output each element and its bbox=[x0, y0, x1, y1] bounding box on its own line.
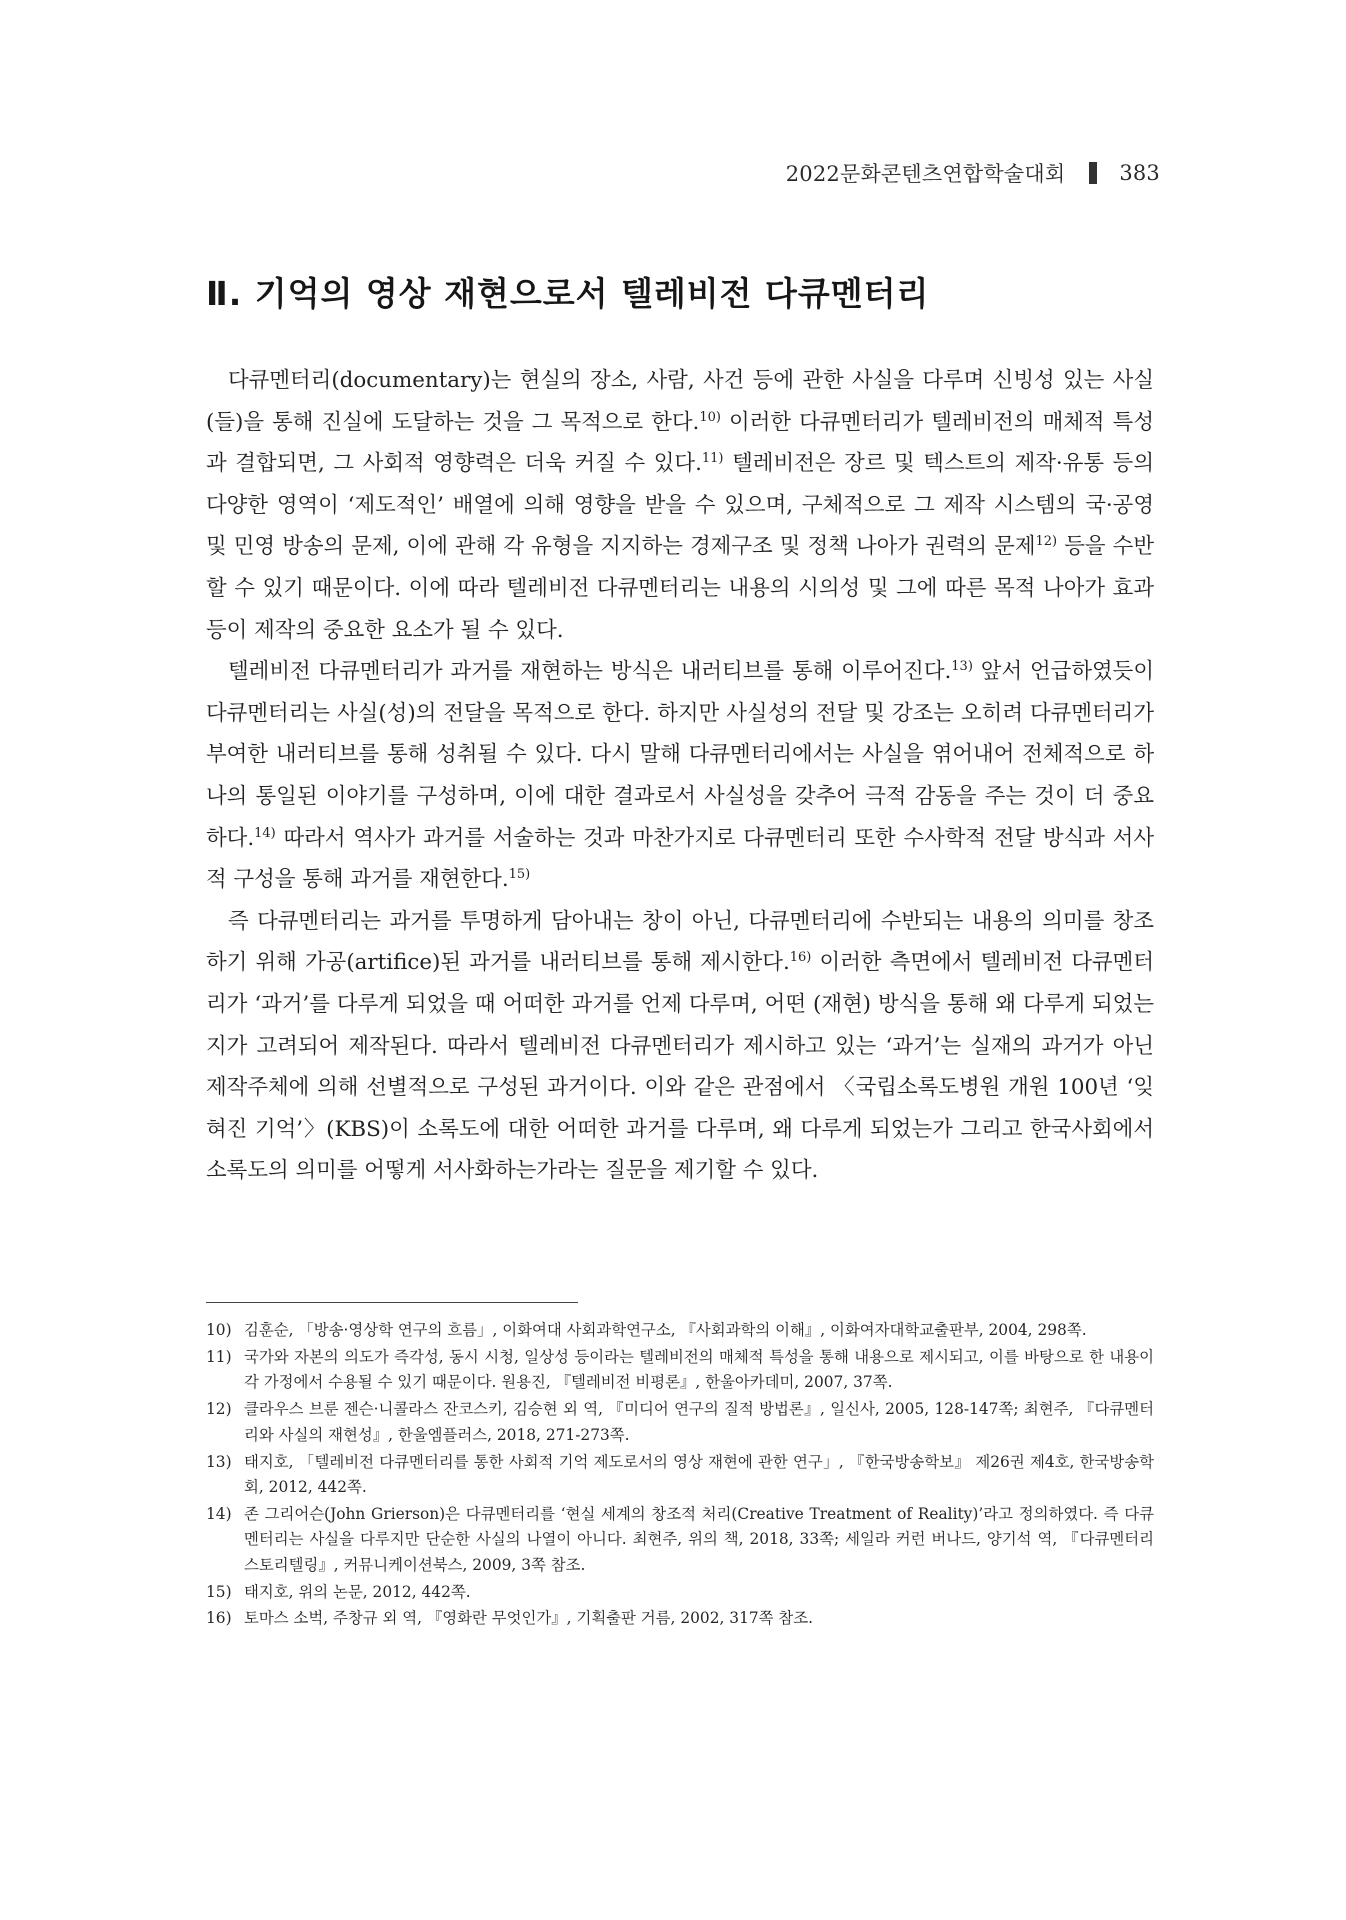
footnote-marker: 10) bbox=[699, 409, 721, 425]
body-text bbox=[206, 360, 1154, 1192]
paragraph-text: 따라서 역사가 과거를 서술하는 것과 마찬가지로 다큐멘터리 또한 수사학적 전달 방식과 서사적 구성을 통해 과거를 재현한다. bbox=[206, 825, 1154, 893]
paragraph-text: 텔레비전 다큐멘터리가 과거를 재현하는 방식은 내러티브를 통해 이루어진다. bbox=[228, 659, 952, 685]
footnote bbox=[206, 1580, 1154, 1605]
paragraph bbox=[206, 651, 1154, 901]
footnote-marker: 13) bbox=[951, 659, 973, 675]
paragraph-text: 이러한 다큐멘터리가 텔레비전의 매체적 특성과 결합되면, 그 사회적 영향력은 더욱 커질 수 있다. bbox=[206, 409, 1154, 477]
footnote-text: 토마스 소벅, 주창규 외 역, 『영화란 무엇인가』, 기획출판 거름, 2002, 317쪽 참조. bbox=[244, 1609, 814, 1628]
footnote-marker: 14) bbox=[254, 825, 276, 841]
footnote-number: 15) bbox=[206, 1582, 232, 1601]
page-number: 383 bbox=[1119, 161, 1160, 185]
footnote bbox=[206, 1318, 1154, 1343]
footnote-marker: 15) bbox=[508, 867, 531, 883]
paragraph-text: 텔레비전은 장르 및 텍스트의 제작·유통 등의 다양한 영역이 ‘제도적인’ 배열에 의해 영향을 받을 수 있으며, 구체적으로 그 제작 시스템의 국·공영 및 민영 방송의 문제, 이에 관해 각 유형을 지지하는 경제구조 및 정책 나아가 권력의 문제 bbox=[206, 451, 1154, 560]
paragraph bbox=[206, 901, 1154, 1192]
footnote-number: 10) bbox=[206, 1321, 232, 1339]
header-separator bbox=[1089, 162, 1097, 184]
footnote-text: 태지호, 「텔레비전 다큐멘터리를 통한 사회적 기억 제도로서의 영상 재현에 관한 연구」, 『한국방송학보』 제26권 제4호, 한국방송학회, 2012, 442쪽. bbox=[244, 1452, 1154, 1496]
footnote bbox=[206, 1502, 1154, 1578]
footnote-text: 국가와 자본의 의도가 즉각성, 동시 시청, 일상성 등이라는 텔레비전의 매체적 특성을 통해 내용으로 제시되고, 이를 바탕으로 한 내용이 각 가정에서 수용될 수 있기 때문이다. 원용진, 『텔레비전 비평론』, 한울아카데미, 2007, 37쪽. bbox=[244, 1347, 1154, 1392]
section-title: Ⅱ. 기억의 영상 재현으로서 텔레비전 다큐멘터리 bbox=[206, 274, 930, 313]
footnote-number: 13) bbox=[206, 1452, 232, 1471]
paragraph-text: 앞서 언급하였듯이 다큐멘터리는 사실(성)의 전달을 목적으로 한다. 하지만 사실성의 전달 및 강조는 오히려 다큐멘터리가 부여한 내러티브를 통해 성취될 수 있다. 다시 말해 다큐멘터리에서는 사실을 엮어내어 전체적으로 하나의 통일된 이야기를 구성하며, 이에 대한 결과로서 사실성을 갖추어 극적 감동을 주는 것이 더 중요하다. bbox=[206, 659, 1154, 851]
paragraph-text: 이러한 측면에서 텔레비전 다큐멘터리가 ‘과거’를 다루게 되었을 때 어떠한 과거를 언제 다루며, 어떤 (재현) 방식을 통해 왜 다루게 되었는지가 고려되어 제작된다. 따라서 텔레비전 다큐멘터리가 제시하고 있는 ‘과거’는 실재의 과거가 아닌 제작주체에 의해 선별적으로 구성된 과거이다. 이와 같은 관점에서 〈국립소록도병원 개원 100년 ‘잊혀진 기억’〉(KBS)이 소록도에 대한 어떠한 과거를 다루며, 왜 다루게 되었는가 그리고 한국사회에서 소록도의 의미를 어떻게 서사화하는가라는 질문을 제기할 수 있다. bbox=[206, 950, 1154, 1184]
footnote-text: 존 그리어슨(John Grierson)은 다큐멘터리를 ‘현실 세계의 창조적 처리(Creative Treatment of Reality)’라고 정의하였다. 즉 다큐멘터리는 사실을 다루지만 단순한 사실의 나열이 아니다. 최현주, 위의 책, 2018, 33쪽; 세일라 커런 버나드, 양기석 역, 『다큐멘터리 스토리텔링』, 커뮤니케이션북스, 2009, 3쪽 참조. bbox=[244, 1504, 1154, 1574]
footnote-number: 11) bbox=[206, 1347, 232, 1366]
footnote-marker: 16) bbox=[789, 950, 812, 966]
paragraph bbox=[206, 360, 1154, 651]
footnote-marker: 12) bbox=[1035, 534, 1058, 550]
conference-title: 2022문화콘텐츠연합학술대회 bbox=[785, 162, 1066, 186]
footnote bbox=[206, 1345, 1154, 1396]
paragraph-text: 다큐멘터리(documentary)는 현실의 장소, 사람, 사건 등에 관한 사실을 다루며 신빙성 있는 사실(들)을 통해 진실에 도달하는 것을 그 목적으로 한다. bbox=[206, 368, 1154, 435]
footnote-divider bbox=[206, 1302, 578, 1303]
footnote bbox=[206, 1450, 1154, 1501]
footnote bbox=[206, 1397, 1154, 1448]
footnote-number: 14) bbox=[206, 1504, 232, 1523]
footnote-text: 클라우스 브룬 젠슨·니콜라스 잔코스키, 김승현 외 역, 『미디어 연구의 질적 방법론』, 일신사, 2005, 128-147쪽; 최현주, 『다큐멘터리와 사실의 재현성』, 한울엠플러스, 2018, 271-273쪽. bbox=[244, 1400, 1154, 1444]
footnotes bbox=[206, 1318, 1154, 1633]
footnote-text: 김훈순, 「방송·영상학 연구의 흐름」, 이화여대 사회과학연구소, 『사회과학의 이해』, 이화여자대학교출판부, 2004, 298쪽. bbox=[244, 1321, 1087, 1339]
footnote bbox=[206, 1606, 1154, 1631]
footnote-number: 12) bbox=[206, 1400, 232, 1419]
footnote-text: 태지호, 위의 논문, 2012, 442쪽. bbox=[244, 1582, 471, 1601]
footnote-marker: 11) bbox=[701, 451, 724, 467]
footnote-number: 16) bbox=[206, 1609, 232, 1628]
paragraph-text: 즉 다큐멘터리는 과거를 투명하게 담아내는 창이 아닌, 다큐멘터리에 수반되는 내용의 의미를 창조하기 위해 가공(artifice)된 과거를 내러티브를 통해 제시한다. bbox=[206, 908, 1154, 976]
running-head bbox=[786, 158, 1160, 188]
paragraph-text: 등을 수반할 수 있기 때문이다. 이에 따라 텔레비전 다큐멘터리는 내용의 시의성 및 그에 따른 목적 나아가 효과 등이 제작의 중요한 요소가 될 수 있다. bbox=[206, 534, 1154, 643]
